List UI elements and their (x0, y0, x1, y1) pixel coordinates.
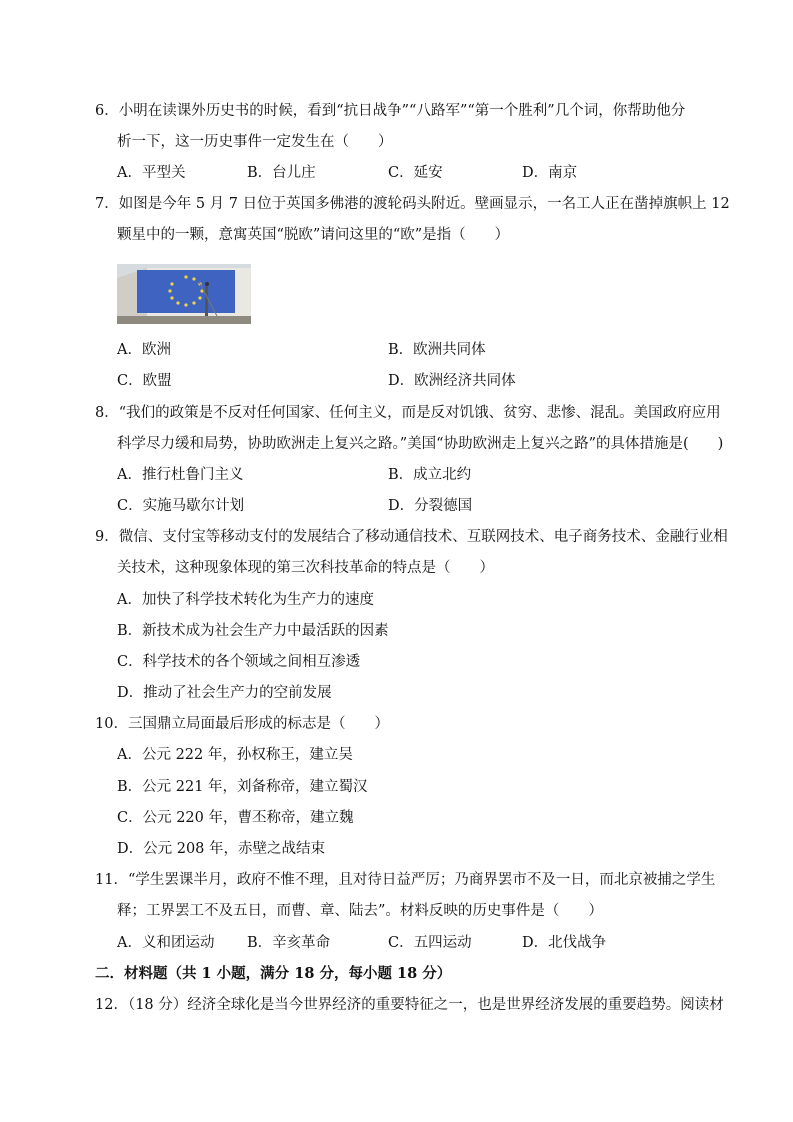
q12-stem-line1: 12．（18 分）经济全球化是当今世界经济的重要特征之一，也是世界经济发展的重要趋势。阅读材 (95, 997, 724, 1013)
q8-option-a: A．推行杜鲁门主义 (117, 467, 244, 483)
q7-option-a: A．欧洲 (117, 342, 171, 358)
q11-option-b: B．辛亥革命 (247, 935, 331, 951)
q9-option-a: A．加快了科学技术转化为生产力的速度 (117, 592, 374, 608)
eu-flag-mural-image (117, 264, 251, 324)
q7-stem-line2: 颗星中的一颗，意寓英国“脱欧”请问这里的“欧”是指（ ） (117, 227, 510, 243)
q9-option-b: B．新技术成为社会生产力中最活跃的因素 (117, 623, 389, 639)
q7-option-d: D．欧洲经济共同体 (388, 373, 516, 389)
q11-option-c: C．五四运动 (388, 935, 472, 951)
q9-option-c: C．科学技术的各个领域之间相互渗透 (117, 654, 361, 670)
q9-stem-line2: 关技术，这种现象体现的第三次科技革命的特点是（ ） (117, 560, 494, 576)
q6-stem-line2: 析一下，这一历史事件一定发生在（ ） (117, 134, 393, 150)
q10-stem-line1: 10．三国鼎立局面最后形成的标志是（ ） (95, 716, 389, 732)
q10-option-a: A．公元 222 年，孙权称王，建立吴 (117, 747, 353, 763)
q8-stem-line2: 科学尽力缓和局势，协助欧洲走上复兴之路。”美国“协助欧洲走上复兴之路”的具体措施是( ) (117, 436, 724, 452)
q10-option-b: B．公元 221 年，刘备称帝，建立蜀汉 (117, 779, 368, 795)
q11-option-a: A．义和团运动 (117, 935, 215, 951)
q7-option-b: B．欧洲共同体 (388, 342, 486, 358)
q9-option-d: D．推动了社会生产力的空前发展 (117, 685, 332, 701)
q6-option-d: D．南京 (522, 165, 578, 181)
q6-option-b: B．台儿庄 (247, 165, 316, 181)
q6-option-a: A．平型关 (117, 165, 186, 181)
q9-stem-line1: 9．微信、支付宝等移动支付的发展结合了移动通信技术、互联网技术、电子商务技术、金融行业相 (95, 529, 728, 545)
section-2-heading: 二．材料题（共 1 小题，满分 18 分，每小题 18 分） (95, 965, 452, 982)
q11-stem-line2: 释；工界罢工不及五日，而曹、章、陆去”。材料反映的历史事件是（ ） (117, 903, 603, 919)
q11-stem-line1: 11．“学生罢课半月，政府不惟不理，且对待日益严厉；乃商界罢市不及一日，而北京被捕之学生 (95, 872, 716, 888)
q7-stem-line1: 7．如图是今年 5 月 7 日位于英国多佛港的渡轮码头附近。壁画显示，一名工人正在凿掉旗帜上 12 (95, 196, 730, 212)
q6-stem-line1: 6．小明在读课外历史书的时候，看到“抗日战争”“八路军”“第一个胜利”几个词，你帮助他分 (95, 103, 686, 119)
q8-option-d: D．分裂德国 (388, 498, 473, 514)
q10-option-d: D．公元 208 年，赤壁之战结束 (117, 841, 326, 857)
q8-option-b: B．成立北约 (388, 467, 472, 483)
q10-option-c: C．公元 220 年，曹丕称帝，建立魏 (117, 810, 354, 826)
eu-flag-mural-photo (117, 264, 251, 324)
q8-stem-line1: 8．“我们的政策是不反对任何国家、任何主义，而是反对饥饿、贫穷、悲惨、混乱。美国政府应用 (95, 405, 721, 421)
q6-option-c: C．延安 (388, 165, 443, 181)
q8-option-c: C．实施马歇尔计划 (117, 498, 245, 514)
q11-option-d: D．北伐战争 (522, 935, 607, 951)
q7-option-c: C．欧盟 (117, 373, 172, 389)
